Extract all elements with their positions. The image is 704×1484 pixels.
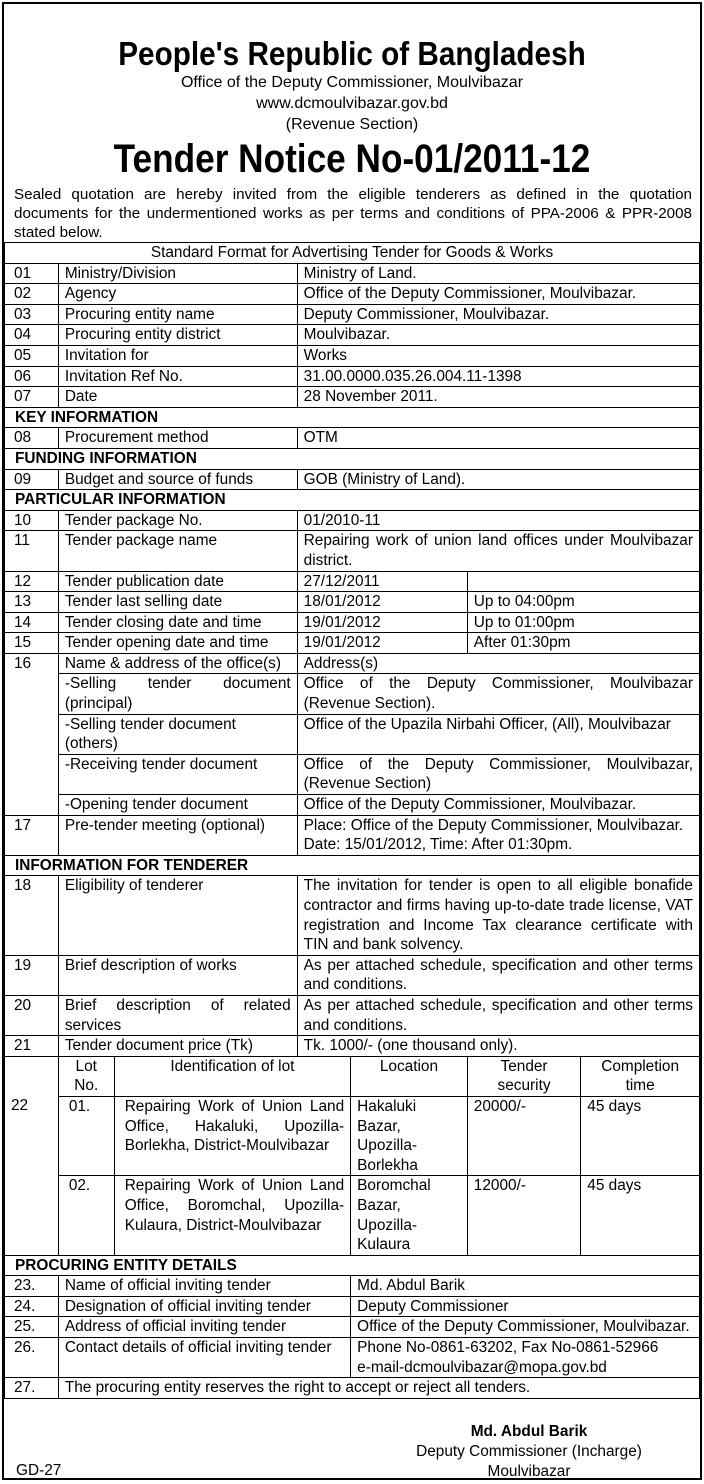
row-value: Office of the Deputy Commissioner, Moulvibazar (Revenue Section). [297,674,699,714]
table-row [5,325,700,346]
row-number: 08 [5,428,59,449]
row-label: Name & address of the office(s) [58,653,297,674]
row-label: Ministry/Division [58,263,297,284]
row-number: 12 [5,571,59,592]
table-row [5,366,700,387]
row-label: Invitation Ref No. [58,366,297,387]
table-row [5,428,700,449]
lot-security: 20000/- [467,1096,580,1175]
row-number: 10 [5,510,59,531]
row-value: Office of the Deputy Commissioner, Moulvibazar, (Revenue Section) [297,754,699,794]
row-label: Procurement method [58,428,297,449]
row-value: Moulvibazar. [297,325,699,346]
table-row [5,592,700,613]
table-row [5,571,700,592]
advert-code: GD-27 [16,1462,62,1479]
row-number: 06 [5,366,59,387]
lot-header-row [5,1056,700,1096]
row-label: Contact details of official inviting tender [58,1338,350,1378]
row-value: Office of the Upazila Nirbahi Officer, (All), Moulvibazar [297,714,699,754]
notice-header [4,36,700,181]
table-row [5,612,700,633]
lot-location: Boromchal Bazar, Upozilla-Kulaura [351,1176,468,1255]
format-caption: Standard Format for Advertising Tender for Goods & Works [5,243,700,263]
row-extra: Up to 01:00pm [467,612,699,633]
row-label: Tender opening date and time [58,633,297,654]
row-value [351,1338,700,1378]
table-row [5,876,700,955]
row-value: Office of the Deputy Commissioner, Moulvibazar. [351,1317,700,1338]
row-number: 05 [5,345,59,366]
table-row [5,633,700,654]
row-number: 25. [5,1317,59,1338]
row-label: Procuring entity district [58,325,297,346]
row-value: Md. Abdul Barik [351,1276,700,1297]
section-heading-particular-information: PARTICULAR INFORMATION [5,490,700,511]
row-number: 24. [5,1296,59,1317]
lot-location: Hakaluki Bazar, Upozilla-Borlekha [351,1096,468,1175]
row-value: Address(s) [297,653,699,674]
section-name: (Revenue Section) [285,116,419,133]
row-label: Pre-tender meeting (optional) [58,815,297,855]
table-row [5,531,700,571]
row-number: 01 [5,263,59,284]
row-extra [467,571,699,592]
table-row [5,995,700,1035]
row-value: Ministry of Land. [297,263,699,284]
meeting-place: Place: Office of the Deputy Commissioner, Moulvibazar. [303,816,684,834]
row-label: -Selling tender document (principal) [58,674,297,714]
row-label: Budget and source of funds [58,469,297,490]
identification-header: Identification of lot [114,1056,350,1096]
row-label: Tender publication date [58,571,297,592]
row-number: 07 [5,387,59,408]
row-value: 01/2010-11 [297,510,699,531]
table-row [5,304,700,325]
notice-title: Tender Notice No-01/2011-12 [113,137,591,181]
row-label: Brief description of related services [58,995,297,1035]
row-label: Tender closing date and time [58,612,297,633]
row-value: Deputy Commissioner, Moulvibazar. [297,304,699,325]
table-row [5,1296,700,1317]
row-value: 19/01/2012 [297,612,467,633]
row-value: Repairing work of union land offices under Moulvibazar district. [297,531,699,571]
lot-identification: Repairing Work of Union Land Office, Hakaluki, Upozilla-Borlekha, District-Moulvibazar [114,1096,350,1175]
location-header: Location [351,1056,468,1096]
table-row [5,510,700,531]
row-number: 03 [5,304,59,325]
table-row [5,754,700,794]
row-value: Deputy Commissioner [351,1296,700,1317]
row-value: The invitation for tender is open to all eligible bonafide contractor and firms having up-to-date trade license, VAT registration and Income Tax clearance certificate with TIN and bank solvency. [297,876,699,955]
row-label: Address of official inviting tender [58,1317,350,1338]
row-label: Tender last selling date [58,592,297,613]
row-number: 13 [5,592,59,613]
row-value: GOB (Ministry of Land). [297,469,699,490]
lot-row [5,1176,700,1255]
lot-identification: Repairing Work of Union Land Office, Boromchal, Upozilla-Kulaura, District-Moulvibazar [114,1176,350,1255]
country-title: People's Republic of Bangladesh [118,35,586,72]
row-number: 04 [5,325,59,346]
row-value: 31.00.0000.035.26.004.11-1398 [297,366,699,387]
row-label: Designation of official inviting tender [58,1296,350,1317]
row-value: Tk. 1000/- (one thousand only). [297,1036,699,1057]
row-number: 17 [5,815,59,855]
row-value: OTM [297,428,699,449]
table-row [5,387,700,408]
table-row [5,1378,700,1399]
row-label: Name of official inviting tender [58,1276,350,1297]
lot-completion: 45 days [581,1096,700,1175]
table-row [5,1036,700,1057]
row-extra: After 01:30pm [467,633,699,654]
table-row [5,284,700,305]
row-label: Agency [58,284,297,305]
lot-number: 01. [58,1096,114,1175]
table-row [5,1276,700,1297]
lot-no-header: Lot No. [58,1056,114,1096]
table-row [5,815,700,855]
row-number: 11 [5,531,59,571]
row-label: Eligibility of tenderer [58,876,297,955]
row-value: As per attached schedule, specification and other terms and conditions. [297,955,699,995]
lot-number: 02. [58,1176,114,1255]
row-value: Works [297,345,699,366]
signature-block [414,1422,644,1482]
row-number [5,1056,59,1096]
row-number: 09 [5,469,59,490]
row-label: Invitation for [58,345,297,366]
lot-completion: 45 days [581,1176,700,1255]
row-number: 19 [5,955,59,995]
row-label: -Opening tender document [58,795,297,816]
row-number: 23. [5,1276,59,1297]
tender-table [4,243,700,1399]
table-row [5,1317,700,1338]
office-name: Office of the Deputy Commissioner, Moulvibazar [180,74,524,91]
row-label: Procuring entity name [58,304,297,325]
row-number: 15 [5,633,59,654]
intro-paragraph: Sealed quotation are hereby invited from the eligible tenderers as defined in the quotation documents for the undermentioned works as per terms and conditions of PPA-2006 & PPR-2008 stated below. [4,185,700,243]
security-header: Tender security [467,1056,580,1096]
table-row [5,345,700,366]
table-row [5,653,700,674]
signatory-name: Md. Abdul Barik [470,1423,588,1440]
section-heading-key-information: KEY INFORMATION [5,407,700,428]
row-value: 19/01/2012 [297,633,467,654]
signatory-designation: Deputy Commissioner (Incharge) [416,1443,642,1460]
row-value: As per attached schedule, specification and other terms and conditions. [297,995,699,1035]
row-number: 14 [5,612,59,633]
row-label: -Receiving tender document [58,754,297,794]
table-row [5,955,700,995]
row-number: 18 [5,876,59,955]
row-label: Tender package No. [58,510,297,531]
row-label: Tender package name [58,531,297,571]
row-value: 18/01/2012 [297,592,467,613]
row-number: 27. [5,1378,59,1399]
row-value: Office of the Deputy Commissioner, Moulvibazar. [297,795,699,816]
row-number: 22 [5,1096,59,1255]
row-number: 02 [5,284,59,305]
completion-header: Completion time [581,1056,700,1096]
contact-phone: Phone No-0861-63202, Fax No-0861-52966 [357,1339,659,1357]
row-number: 21 [5,1036,59,1057]
website: www.dcmoulvibazar.gov.bd [256,95,448,112]
table-row [5,674,700,714]
tender-notice-page [2,2,702,1480]
row-label: Brief description of works [58,955,297,995]
row-number: 26. [5,1338,59,1378]
lot-security: 12000/- [467,1176,580,1255]
table-row [5,263,700,284]
row-value: 27/12/2011 [297,571,467,592]
row-label: -Selling tender document (others) [58,714,297,754]
row-value: The procuring entity reserves the right to accept or reject all tenders. [58,1378,699,1399]
row-number: 16 [5,653,59,815]
table-row [5,714,700,754]
row-extra: Up to 04:00pm [467,592,699,613]
row-label: Date [58,387,297,408]
table-row [5,469,700,490]
section-heading-procuring-entity: PROCURING ENTITY DETAILS [5,1255,700,1276]
meeting-date: Date: 15/01/2012, Time: After 01:30pm. [303,836,573,854]
contact-email: e-mail-dcmoulvibazar@mopa.gov.bd [357,1358,607,1376]
row-value [297,815,699,855]
lot-row [5,1096,700,1175]
row-value: Office of the Deputy Commissioner, Moulvibazar. [297,284,699,305]
section-heading-information-for-tenderer: INFORMATION FOR TENDERER [5,855,700,876]
signatory-place: Moulvibazar [487,1463,571,1480]
section-heading-funding-information: FUNDING INFORMATION [5,448,700,469]
table-row [5,1338,700,1378]
row-label: Tender document price (Tk) [58,1036,297,1057]
table-row [5,795,700,816]
row-value: 28 November 2011. [297,387,699,408]
row-number: 20 [5,995,59,1035]
